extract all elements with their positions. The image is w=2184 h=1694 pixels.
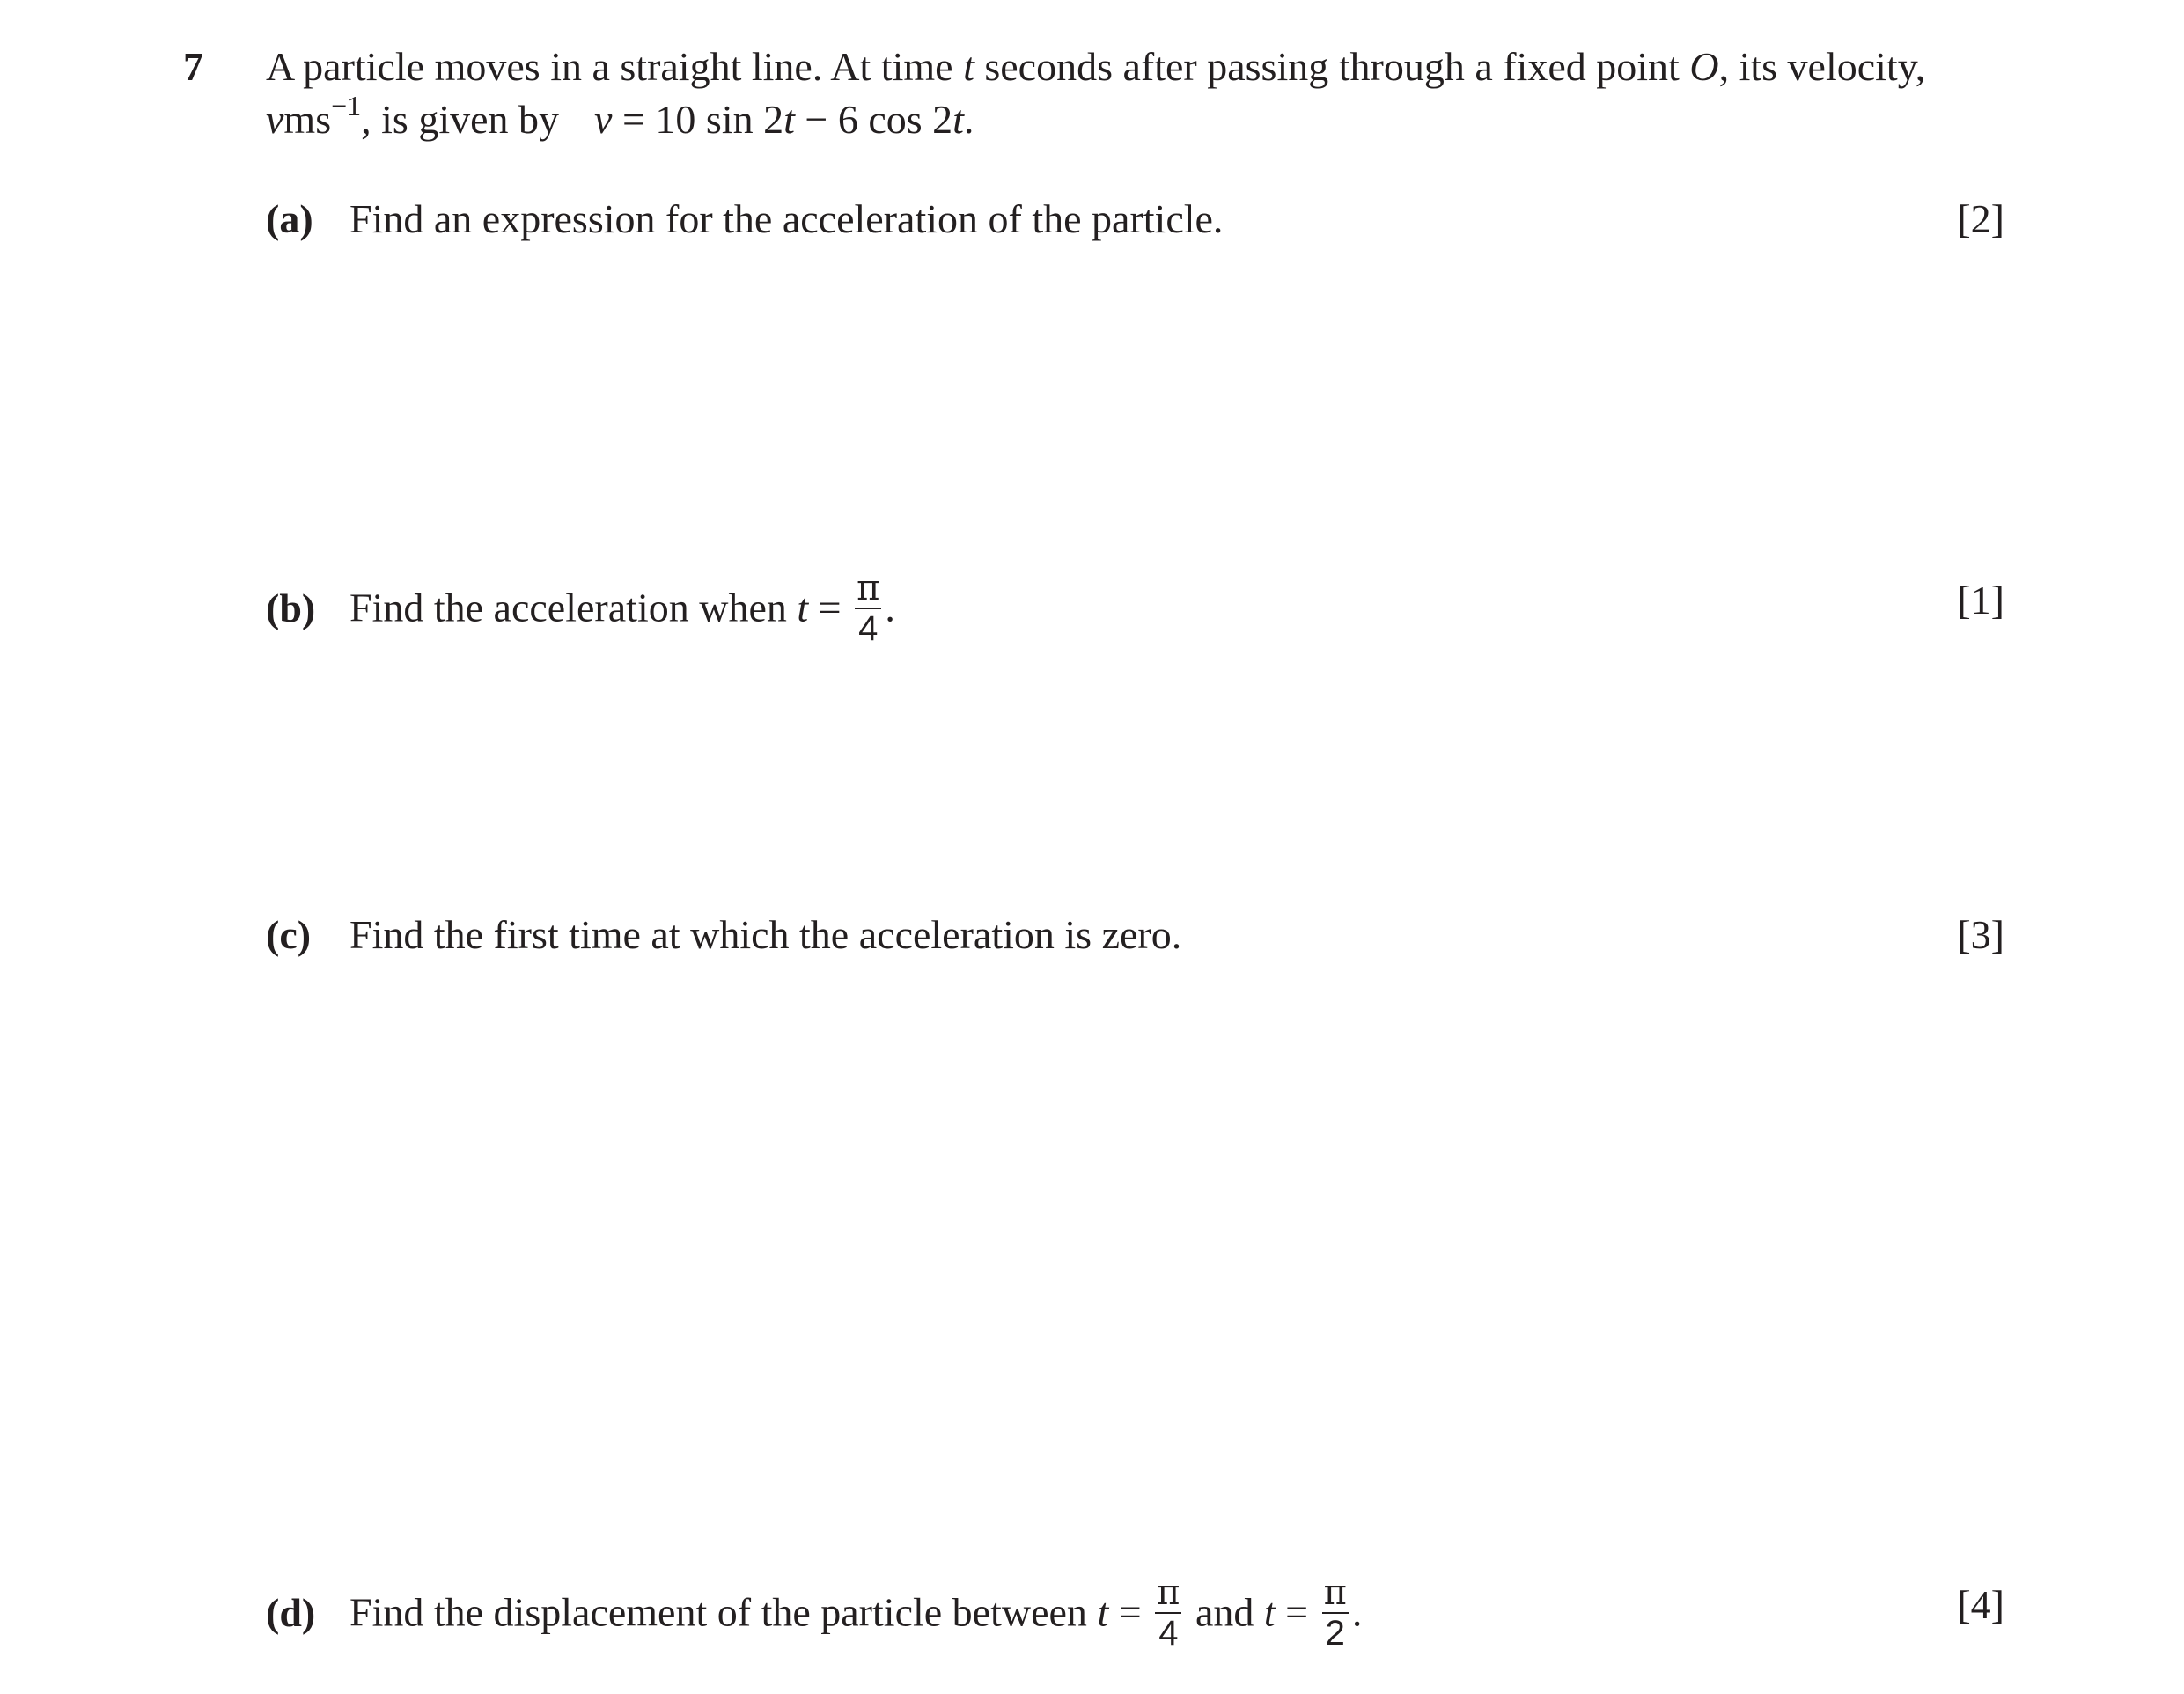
fraction-denominator: 2 [1325,1614,1345,1653]
fraction-pi-over-4 [1155,1572,1181,1653]
stem-text: , is given by [361,97,560,142]
equation-lhs: v [594,97,613,142]
equation-var-t: t [783,97,795,142]
question-number: 7 [183,44,203,89]
period: . [1351,1589,1363,1635]
stem-text: A particle moves in a straight line. At time [266,44,964,89]
fraction-numerator: π [857,568,880,608]
fraction-numerator: π [1323,1572,1347,1613]
fraction-pi-over-4 [855,568,881,648]
equation-part: = 10 sin 2 [612,97,784,142]
part-c-marks: [3] [1957,912,2004,957]
variable-t: t [1097,1589,1109,1635]
variable-v: v [266,97,284,142]
part-a [266,193,1223,246]
part-label: (c) [266,912,312,957]
equation-end: . [963,97,974,142]
part-label: (b) [266,585,316,630]
and-text: and [1185,1589,1264,1635]
part-d [266,1572,1363,1654]
period: . [885,585,895,630]
part-label: (d) [266,1589,316,1635]
part-b-marks: [1] [1957,578,2004,622]
part-text: Find the displacement of the particle between [349,1589,1098,1635]
unit-exponent: −1 [331,90,362,122]
variable-t: t [963,44,974,89]
stem-line-2 [266,90,2026,146]
part-a-marks: [2] [1957,196,2004,241]
part-c [266,909,1181,961]
part-b [266,568,895,650]
part-text: Find the first time at which the acceleration is zero. [349,912,1182,957]
velocity-unit: ms [283,97,332,142]
question-stem [266,41,2026,146]
equation-var-t: t [952,97,964,142]
variable-t: t [797,585,809,630]
part-text: Find an expression for the acceleration of the particle. [349,196,1224,241]
fraction-numerator: π [1157,1572,1180,1613]
part-text: Find the acceleration when [349,585,798,630]
variable-t: t [1263,1589,1276,1635]
fraction-denominator: 4 [1158,1614,1179,1653]
equation-part: − 6 cos 2 [794,97,953,142]
stem-line-1 [266,41,2026,93]
velocity-equation [594,97,974,142]
equals: = [808,585,852,630]
stem-text: , its velocity, [1718,44,1926,89]
point-o: O [1689,44,1719,89]
part-d-marks: [4] [1957,1582,2004,1627]
equals: = [1108,1589,1152,1635]
fraction-denominator: 4 [858,609,879,648]
stem-text: seconds after passing through a fixed point [974,44,1690,89]
equals: = [1275,1589,1319,1635]
fraction-pi-over-2 [1322,1572,1349,1653]
part-label: (a) [266,196,313,241]
